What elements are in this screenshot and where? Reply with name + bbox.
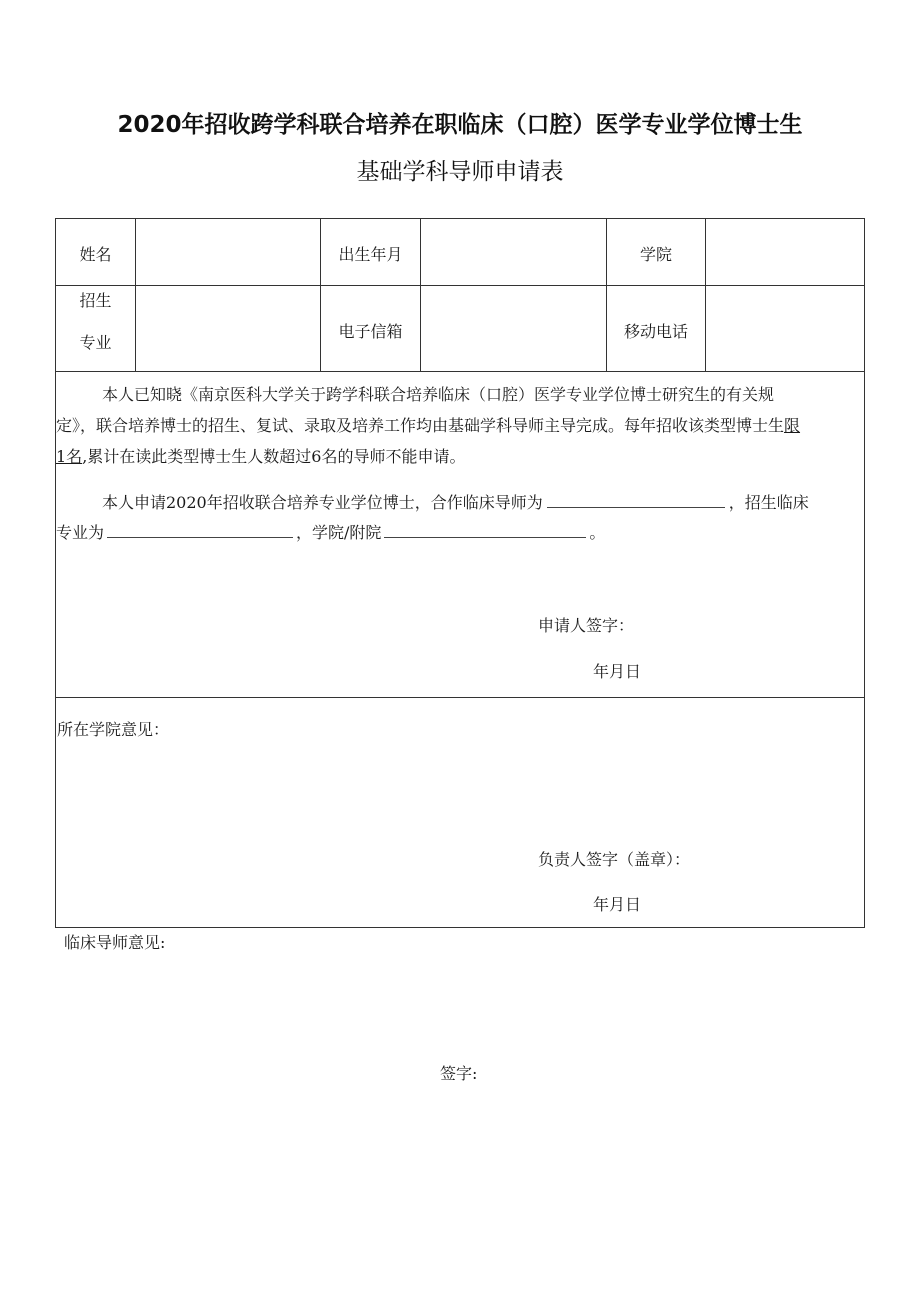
application-text-e: 。	[589, 523, 606, 542]
application-line1	[102, 490, 809, 513]
birth-field[interactable]	[421, 219, 606, 285]
college-field[interactable]	[706, 219, 864, 285]
clinical-mentor-blank[interactable]	[547, 491, 725, 508]
college-date-label: 年月日	[593, 895, 642, 914]
statement-line3-text: ,累计在读此类型博士生人数超过6名的导师不能申请。	[82, 447, 466, 466]
clinical-opinion-label: 临床导师意见:	[64, 933, 166, 952]
major-field[interactable]	[136, 286, 320, 371]
email-label: 电子信箱	[338, 322, 403, 341]
applicant-date-label: 年月日	[593, 662, 642, 681]
email-field[interactable]	[421, 286, 606, 371]
applicant-signature-label: 申请人签字：	[538, 616, 635, 635]
college-signature-label: 负责人签字（盖章）：	[538, 850, 691, 869]
statement-quota-underlined: 1名	[56, 447, 83, 466]
form-title-line2: 基础学科导师申请表	[356, 159, 564, 185]
clinical-major-blank[interactable]	[107, 521, 293, 538]
clinical-signature-label: 签字:	[440, 1064, 478, 1083]
row-divider-3	[55, 697, 865, 698]
statement-line2-text: 定》，联合培养博士的招生、复试、录取及培养工作均由基础学科导师主导完成。每年招收该类型博士生	[56, 416, 785, 435]
phone-field[interactable]	[706, 286, 864, 371]
application-text-d: ，学院/附院	[296, 523, 382, 542]
statement-line3	[56, 444, 465, 467]
application-line2	[56, 520, 605, 543]
form-title-line1: 2020年招收跨学科联合培养在职临床（口腔）医学专业学位博士生	[117, 112, 803, 138]
name-label: 姓名	[79, 245, 112, 264]
application-text-c: 专业为	[56, 523, 105, 542]
hospital-blank[interactable]	[384, 521, 586, 538]
application-text-b: ，招生临床	[728, 493, 809, 512]
college-label: 学院	[639, 245, 672, 264]
statement-line1: 本人已知晓《南京医科大学关于跨学科联合培养临床（口腔）医学专业学位博士研究生的有关规	[102, 385, 775, 404]
statement-line2	[56, 413, 800, 436]
college-opinion-label: 所在学院意见：	[57, 720, 170, 739]
application-text-a: 本人申请2020年招收联合培养专业学位博士，合作临床导师为	[102, 493, 543, 512]
phone-label: 移动电话	[623, 322, 688, 341]
row-divider-2	[55, 371, 865, 372]
major-label-line1: 招生	[79, 291, 112, 310]
statement-limit-underlined: 限	[784, 416, 801, 435]
birth-label: 出生年月	[338, 245, 403, 264]
name-field[interactable]	[136, 219, 320, 285]
major-label-line2: 专业	[79, 333, 112, 352]
